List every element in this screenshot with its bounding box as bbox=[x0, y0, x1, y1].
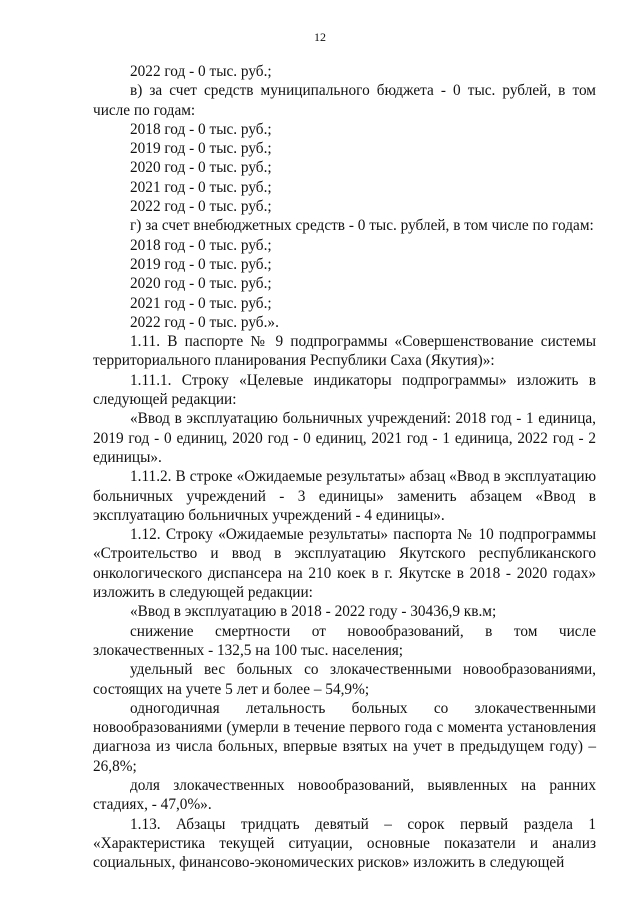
page-number: 12 bbox=[314, 30, 326, 44]
text-line: 2020 год - 0 тыс. руб.; bbox=[130, 159, 272, 177]
paragraph: 1.12. Строку «Ожидаемые результаты» паспорта № 10 подпрограммы «Строительство и ввод в эксплуатацию Якутского республиканского онкологического диспансера на 210 коек в г. Якутске в 2018 - 2020 годах» изложить в следующей редакции: bbox=[93, 526, 596, 602]
paragraph: 1.11.1. Строку «Целевые индикаторы подпрограммы» изложить в следующей редакции: bbox=[93, 371, 596, 409]
document-body bbox=[93, 62, 596, 872]
paragraph: снижение смертности от новообразований, в том числе злокачественных - 132,5 на 100 тыс. населения; bbox=[93, 622, 596, 659]
text-line: 2019 год - 0 тыс. руб.; bbox=[130, 255, 272, 273]
text-line: 2020 год - 0 тыс. руб.; bbox=[130, 275, 272, 293]
text-line: 2022 год - 0 тыс. руб.». bbox=[130, 313, 279, 331]
paragraph: 1.11. В паспорте № 9 подпрограммы «Совершенствование системы территориального планирования Республики Саха (Якутия)»: bbox=[93, 333, 596, 370]
paragraph: «Ввод в эксплуатацию больничных учреждений: 2018 год - 1 единица, 2019 год - 0 единиц, 2020 год - 0 единиц, 2021 год - 1 единица, 2022 год - 2 единицы». bbox=[93, 410, 596, 466]
paragraph: в) за счет средств муниципального бюджета - 0 тыс. рублей, в том числе по годам: bbox=[93, 82, 596, 119]
paragraph: 1.11.2. В строке «Ожидаемые результаты» абзац «Ввод в эксплуатацию больничных учреждений - 3 единицы» заменить абзацем «Ввод в эксплуатацию больничных учреждений - 4 единицы». bbox=[93, 468, 596, 524]
text-line: 2018 год - 0 тыс. руб.; bbox=[130, 120, 272, 138]
text-line: 2019 год - 0 тыс. руб.; bbox=[130, 140, 272, 158]
text-line: 2022 год - 0 тыс. руб.; bbox=[130, 198, 272, 216]
paragraph: г) за счет внебюджетных средств - 0 тыс. рублей, в том числе по годам: bbox=[130, 217, 594, 235]
paragraph: одногодичная летальность больных со злокачественными новообразованиями (умерли в течение первого года с момента установления диагноза из числа больных, впервые взятых на учет в предыдущем году) – 26,8%; bbox=[93, 699, 596, 775]
paragraph: «Ввод в эксплуатацию в 2018 - 2022 году - 30436,9 кв.м; bbox=[130, 603, 497, 621]
paragraph: доля злокачественных новообразований, выявленных на ранних стадиях, - 47,0%». bbox=[93, 776, 596, 814]
text-line: 2021 год - 0 тыс. руб.; bbox=[130, 178, 272, 196]
paragraph: 1.13. Абзацы тридцать девятый – сорок первый раздела 1 «Характеристика текущей ситуации, основные показатели и анализ социальных, финансово-экономических рисков» изложить в следующей bbox=[93, 815, 596, 872]
text-line: 2022 год - 0 тыс. руб.; bbox=[130, 63, 272, 80]
paragraph: удельный вес больных со злокачественными новообразованиями, состоящих на учете 5 лет и более – 54,9%; bbox=[93, 661, 596, 698]
text-line: 2021 год - 0 тыс. руб.; bbox=[130, 294, 272, 312]
text-line: 2018 год - 0 тыс. руб.; bbox=[130, 236, 272, 254]
